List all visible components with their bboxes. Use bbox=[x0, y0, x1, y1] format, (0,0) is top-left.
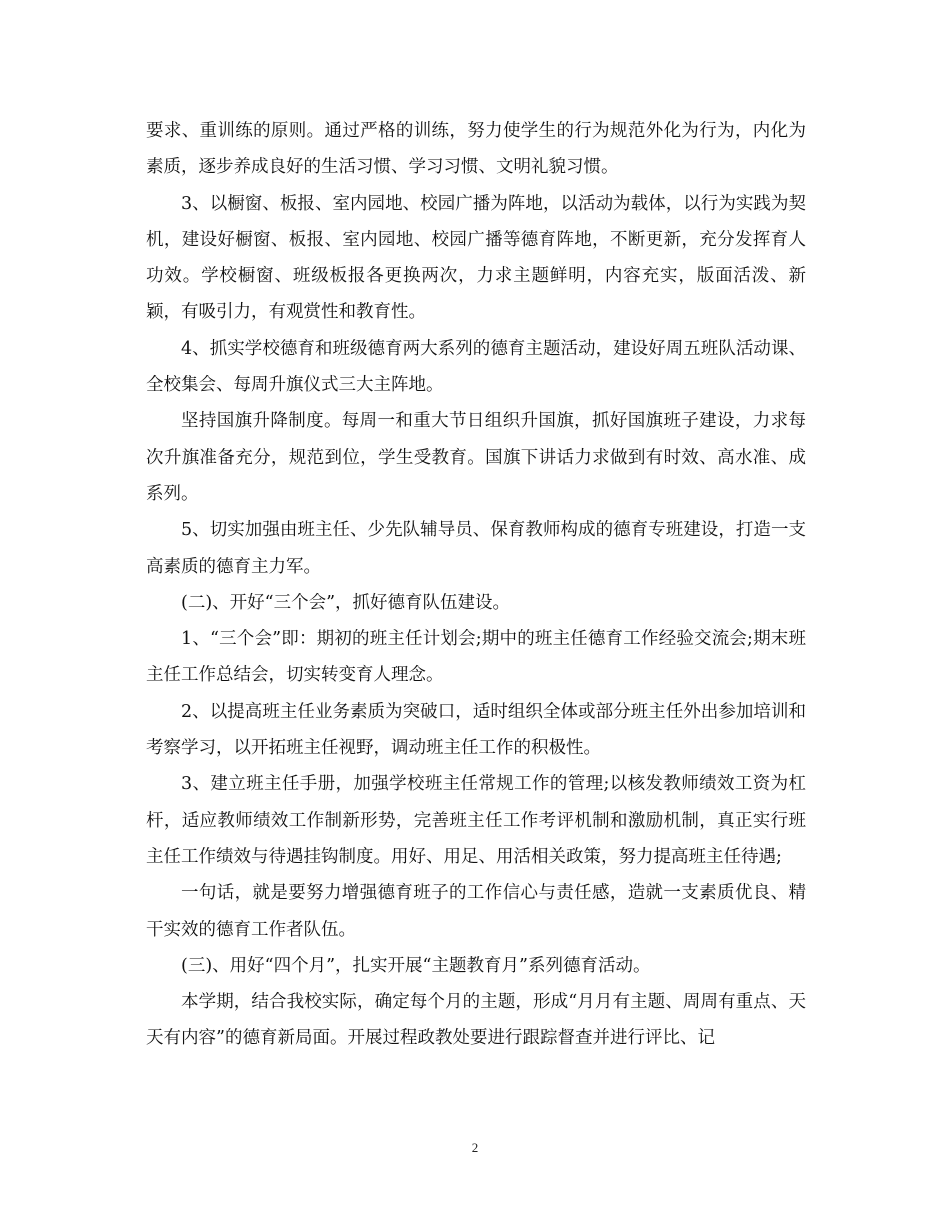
section-heading-three: (三)、用好“四个月”，扎实开展“主题教育月”系列德育活动。 bbox=[181, 955, 651, 976]
paragraph-item-4: 4、抓实学校德育和班级德育两大系列的德育主题活动，建设好周五班队活动课、全校集会、每周升旗仪式三大主阵地。 bbox=[146, 338, 806, 396]
paragraph-continuation: 要求、重训练的原则。通过严格的训练，努力使学生的行为规范外化为行为，内化为素质，逐步养成良好的生活习惯、学习习惯、文明礼貌习惯。 bbox=[146, 121, 806, 178]
paragraph-item-5: 5、切实加强由班主任、少先队辅导员、保育教师构成的德育专班建设，打造一支高素质的德育主力军。 bbox=[146, 520, 806, 577]
page-number: 2 bbox=[471, 1140, 479, 1155]
paragraph-semester: 本学期，结合我校实际，确定每个月的主题，形成“月月有主题、周周有重点、天天有内容”的德育新局面。开展过程政教处要进行跟踪督查并进行评比、记 bbox=[146, 992, 806, 1049]
paragraph-flag-raising: 坚持国旗升降制度。每周一和重大节日组织升国旗，抓好国旗班子建设，力求每次升旗准备充分，规范到位，学生受教育。国旗下讲话力求做到有时效、高水准、成系列。 bbox=[146, 411, 806, 504]
paragraph-summary: 一句话，就是要努力增强德育班子的工作信心与责任感，造就一支素质优良、精干实效的德育工作者队伍。 bbox=[146, 883, 806, 940]
paragraph-meetings-3: 3、建立班主任手册，加强学校班主任常规工作的管理;以核发教师绩效工资为杠杆，适应教师绩效工作制新形势，完善班主任工作考评机制和激励机制，真正实行班主任工作绩效与待遇挂钩制度。用好、用足、用活相关政策，努力提高班主任待遇; bbox=[146, 774, 806, 867]
section-heading-two: (二)、开好“三个会”，抓好德育队伍建设。 bbox=[181, 592, 511, 613]
paragraph-meetings-1: 1、“三个会”即：期初的班主任计划会;期中的班主任德育工作经验交流会;期末班主任工作总结会，切实转变育人理念。 bbox=[146, 629, 806, 686]
document-body bbox=[146, 113, 806, 1057]
paragraph-item-3: 3、以橱窗、板报、室内园地、校园广播为阵地，以活动为载体，以行为实践为契机，建设好橱窗、板报、室内园地、校园广播等德育阵地，不断更新，充分发挥育人功效。学校橱窗、班级板报各更换两次，力求主题鲜明，内容充实，版面活泼、新颖，有吸引力，有观赏性和教育性。 bbox=[146, 193, 806, 323]
paragraph-meetings-2: 2、以提高班主任业务素质为突破口，适时组织全体或部分班主任外出参加培训和考察学习，以开拓班主任视野，调动班主任工作的积极性。 bbox=[146, 701, 806, 759]
